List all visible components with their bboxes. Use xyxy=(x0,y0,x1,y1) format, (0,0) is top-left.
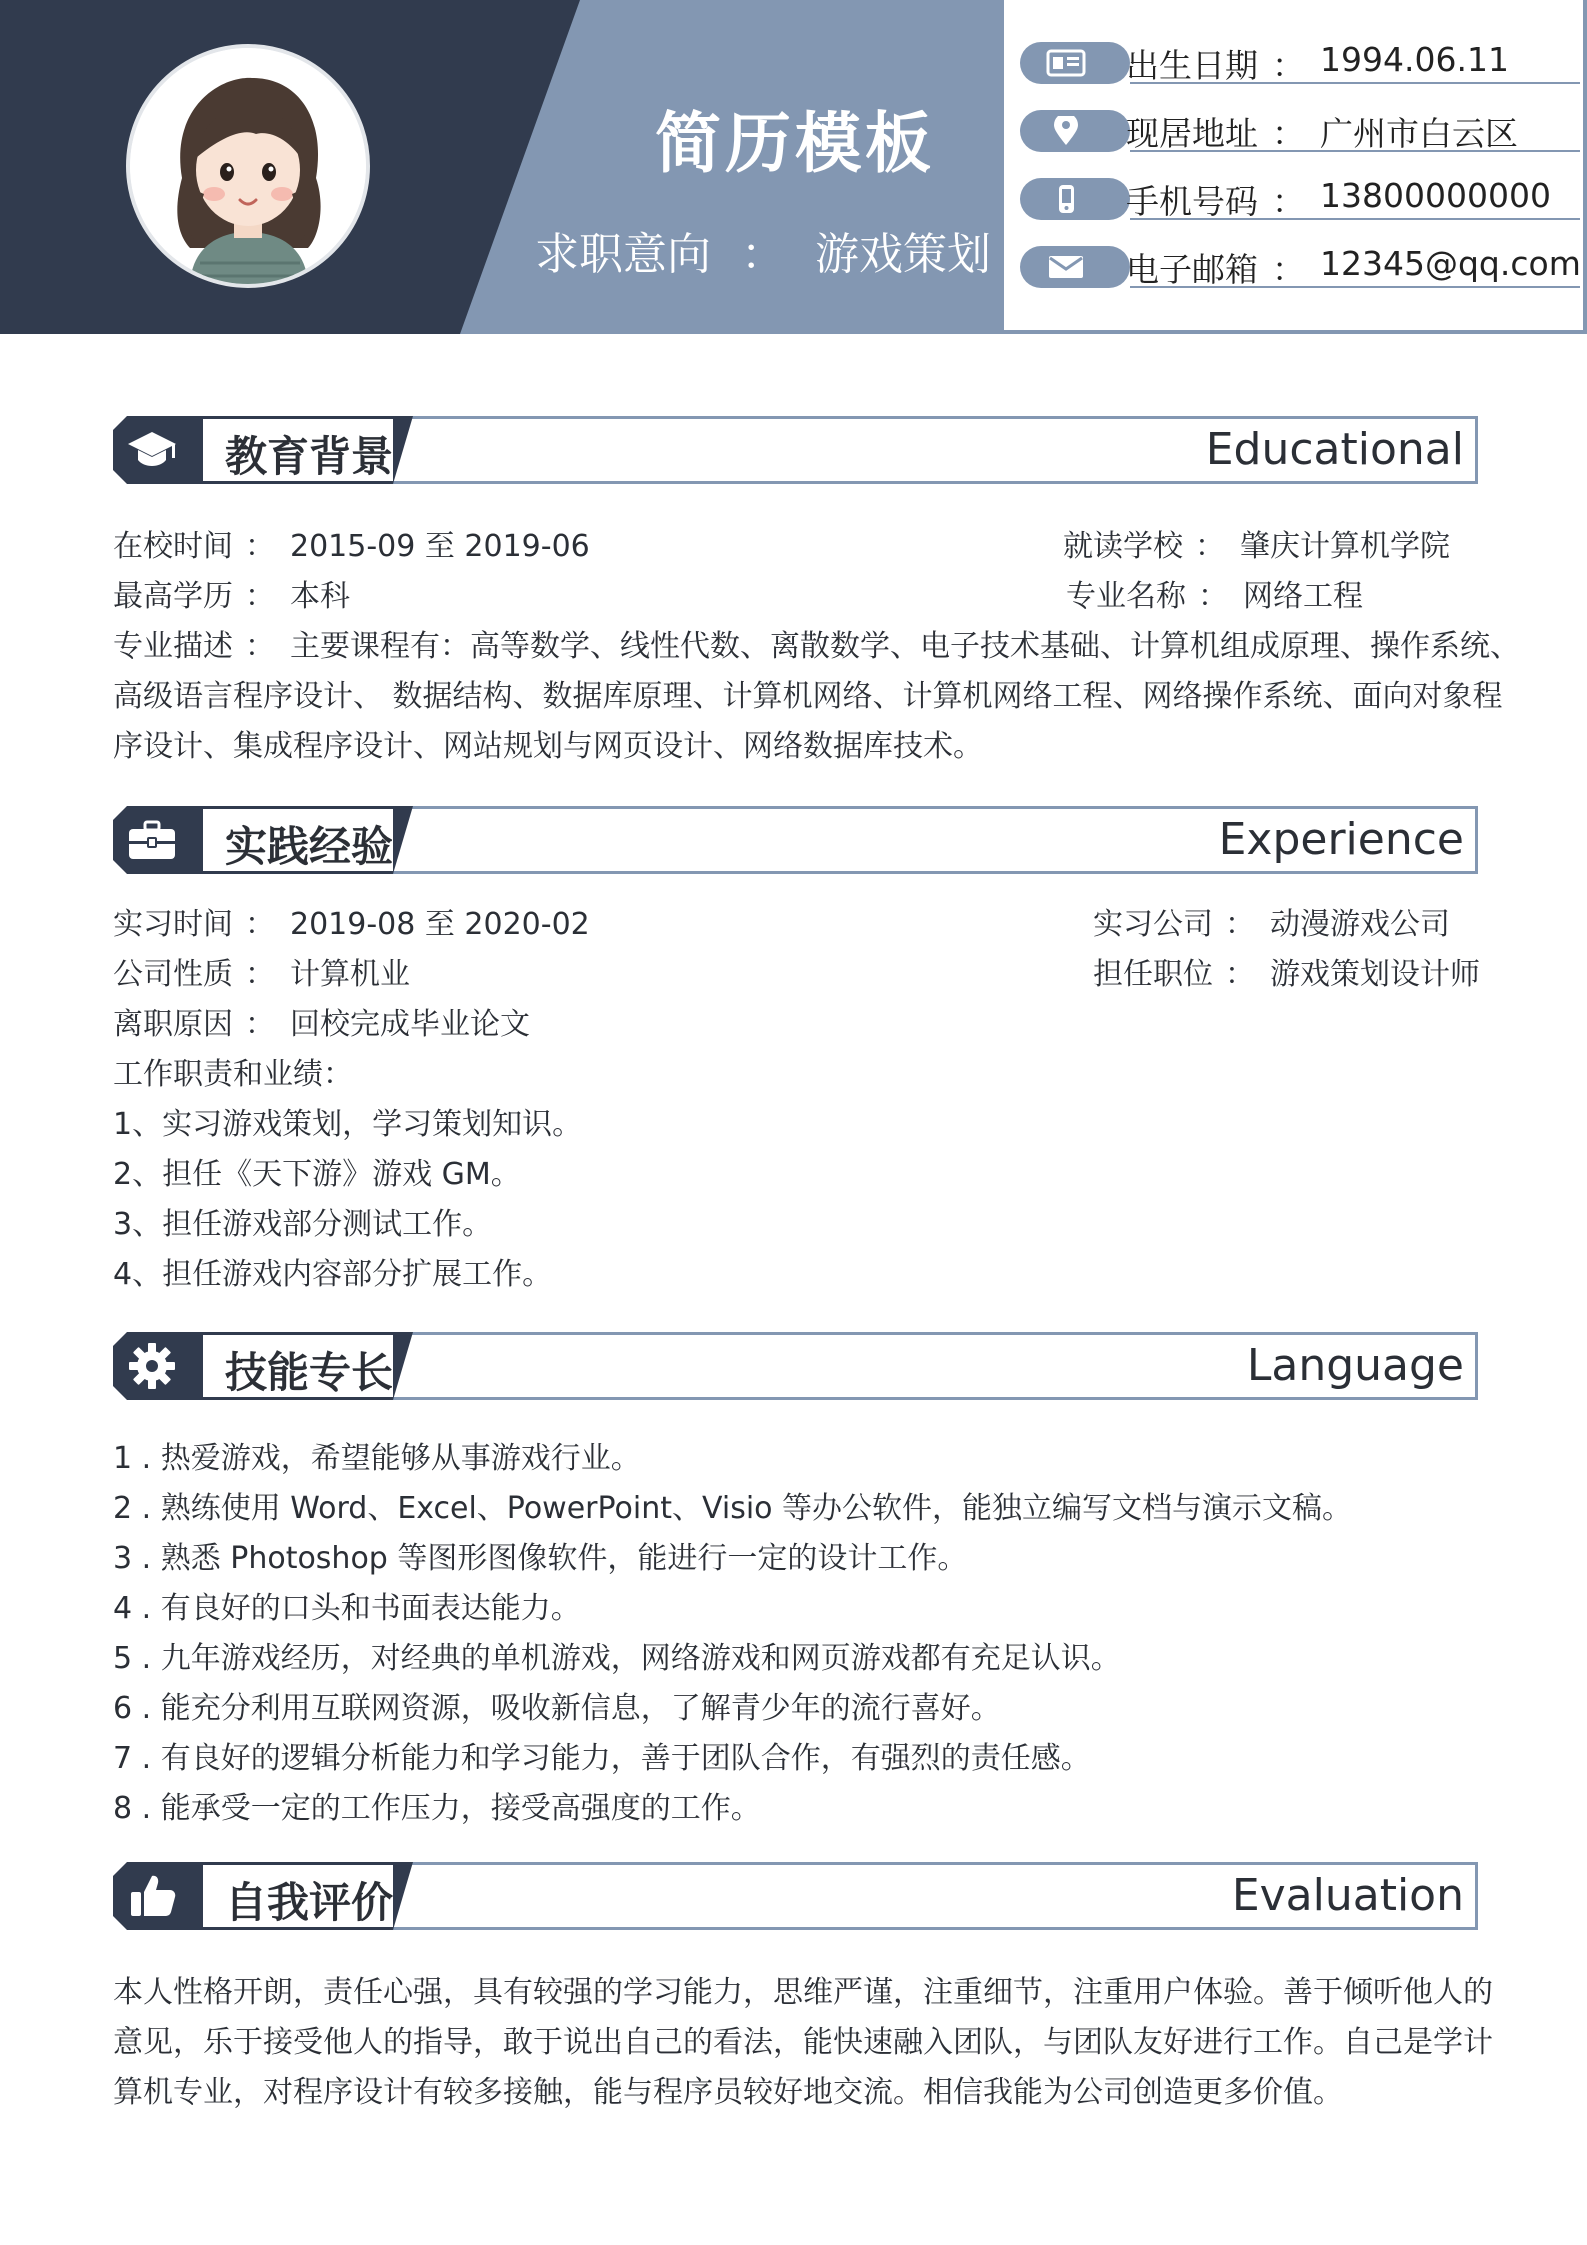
job-intent-value: 游戏策划 xyxy=(815,229,991,280)
section-title: 实践经验 xyxy=(225,822,394,871)
evaluation-line: 本人性格开朗，责任心强，具有较强的学习能力，思维严谨，注重细节，注重用户体验。善于倾听他人的 xyxy=(113,1975,1493,2010)
id-card-icon xyxy=(1046,48,1086,78)
list-item: 1 . 热爱游戏，希望能够从事游戏行业。 xyxy=(113,1441,641,1476)
exp-nature-colon: ： xyxy=(245,957,275,992)
resume-header xyxy=(0,0,1587,334)
list-item: 4、担任游戏内容部分扩展工作。 xyxy=(113,1257,553,1292)
edu-school-value: 肇庆计算机学院 xyxy=(1240,529,1450,564)
exp-time-value: 2019-08 至 2020-02 xyxy=(290,907,590,942)
exp-reason-value: 回校完成毕业论文 xyxy=(290,1007,530,1042)
section-title-en: Evaluation xyxy=(1231,1870,1464,1921)
job-intent-colon: ： xyxy=(741,229,785,280)
list-item: 8 . 能承受一定的工作压力，接受高强度的工作。 xyxy=(113,1791,761,1826)
section-title: 技能专长 xyxy=(225,1348,394,1397)
exp-company-value: 动漫游戏公司 xyxy=(1270,907,1450,942)
section-header-experience xyxy=(113,806,1478,874)
exp-time-label: 实习时间 xyxy=(113,907,233,942)
exp-position-value: 游戏策划设计师 xyxy=(1270,957,1480,992)
exp-nature-value: 计算机业 xyxy=(290,957,410,992)
resume-title: 简历模板 xyxy=(655,105,935,182)
info-row-phone xyxy=(1020,176,1580,220)
edu-desc-line: 高级语言程序设计、 数据结构、数据库原理、计算机网络、计算机网络工程、网络操作系统、面向对象程 xyxy=(113,679,1503,714)
exp-time-colon: ： xyxy=(245,907,275,942)
edu-degree-colon: ： xyxy=(245,579,275,614)
list-item: 2、担任《天下游》游戏 GM。 xyxy=(113,1157,521,1192)
section-title-en: Experience xyxy=(1218,814,1464,865)
info-value: 广州市白云区 xyxy=(1320,114,1518,153)
list-item: 2 . 熟练使用 Word、Excel、PowerPoint、Visio 等办公软件，能独立编写文档与演示文稿。 xyxy=(113,1491,1353,1526)
briefcase-icon xyxy=(126,814,178,866)
info-colon: ： xyxy=(1272,250,1305,289)
info-label: 手机号码 xyxy=(1126,182,1258,221)
list-item: 4 . 有良好的口头和书面表达能力。 xyxy=(113,1591,581,1626)
info-value: 1994.06.11 xyxy=(1320,40,1509,79)
thumbs-up-icon xyxy=(126,1870,178,1922)
mobile-phone-icon xyxy=(1046,184,1086,214)
list-item: 1、实习游戏策划，学习策划知识。 xyxy=(113,1107,583,1142)
info-pill xyxy=(1020,110,1130,152)
list-item: 6 . 能充分利用互联网资源，吸收新信息，了解青少年的流行喜好。 xyxy=(113,1691,1001,1726)
mail-icon xyxy=(1046,252,1086,282)
section-header-skills xyxy=(113,1332,1478,1400)
edu-desc-line: 主要课程有：高等数学、线性代数、离散数学、电子技术基础、计算机组成原理、操作系统、 xyxy=(290,629,1520,664)
list-item: 3 . 熟悉 Photoshop 等图形图像软件，能进行一定的设计工作。 xyxy=(113,1541,968,1576)
edu-desc-label: 专业描述 xyxy=(113,629,233,664)
gear-icon xyxy=(126,1340,178,1392)
list-item: 3、担任游戏部分测试工作。 xyxy=(113,1207,493,1242)
exp-company-label: 实习公司 xyxy=(1093,907,1213,942)
info-row-address xyxy=(1020,108,1580,152)
info-pill xyxy=(1020,178,1130,220)
section-title: 教育背景 xyxy=(225,432,394,481)
edu-degree-label: 最高学历 xyxy=(113,579,233,614)
edu-time-value: 2015-09 至 2019-06 xyxy=(290,529,590,564)
edu-degree-value: 本科 xyxy=(290,579,350,614)
exp-reason-label: 离职原因 xyxy=(113,1007,233,1042)
info-colon: ： xyxy=(1272,46,1305,85)
section-title-en: Educational xyxy=(1205,424,1464,475)
info-value: 13800000000 xyxy=(1320,176,1551,215)
section-header-education xyxy=(113,416,1478,484)
info-pill xyxy=(1020,42,1130,84)
section-title: 自我评价 xyxy=(225,1878,394,1927)
avatar xyxy=(126,44,370,288)
section-header-evaluation xyxy=(113,1862,1478,1930)
info-value: 12345@qq.com xyxy=(1320,244,1581,283)
edu-major-value: 网络工程 xyxy=(1243,579,1363,614)
exp-reason-colon: ： xyxy=(245,1007,275,1042)
section-title-en: Language xyxy=(1246,1340,1464,1391)
info-pill xyxy=(1020,246,1130,288)
exp-nature-label: 公司性质 xyxy=(113,957,233,992)
exp-company-colon: ： xyxy=(1225,907,1255,942)
info-row-email xyxy=(1020,244,1580,288)
exp-position-label: 担任职位 xyxy=(1093,957,1213,992)
info-label: 现居地址 xyxy=(1126,114,1258,153)
edu-time-label: 在校时间 xyxy=(113,529,233,564)
edu-school-label: 就读学校 xyxy=(1063,529,1183,564)
info-colon: ： xyxy=(1272,114,1305,153)
list-item: 7 . 有良好的逻辑分析能力和学习能力，善于团队合作，有强烈的责任感。 xyxy=(113,1741,1091,1776)
job-intent xyxy=(535,218,1005,282)
info-label: 出生日期 xyxy=(1126,46,1258,85)
info-label: 电子邮箱 xyxy=(1126,250,1258,289)
edu-major-colon: ： xyxy=(1198,579,1228,614)
list-item: 5 . 九年游戏经历，对经典的单机游戏，网络游戏和网页游戏都有充足认识。 xyxy=(113,1641,1121,1676)
edu-school-colon: ： xyxy=(1195,529,1225,564)
edu-desc-colon: ： xyxy=(245,629,275,664)
graduation-cap-icon xyxy=(126,424,178,476)
job-intent-label: 求职意向 xyxy=(535,229,711,280)
info-row-birthday xyxy=(1020,40,1580,84)
edu-desc-line: 序设计、集成程序设计、网站规划与网页设计、网络数据库技术。 xyxy=(113,729,983,764)
edu-time-colon: ： xyxy=(245,529,275,564)
exp-position-colon: ： xyxy=(1225,957,1255,992)
info-colon: ： xyxy=(1272,182,1305,221)
location-pin-icon xyxy=(1046,116,1086,146)
evaluation-line: 意见，乐于接受他人的指导，敢于说出自己的看法，能快速融入团队，与团队友好进行工作。自己是学计 xyxy=(113,2025,1493,2060)
evaluation-line: 算机专业，对程序设计有较多接触，能与程序员较好地交流。相信我能为公司创造更多价值。 xyxy=(113,2075,1343,2110)
exp-duty-heading: 工作职责和业绩： xyxy=(113,1057,353,1092)
edu-major-label: 专业名称 xyxy=(1066,579,1186,614)
